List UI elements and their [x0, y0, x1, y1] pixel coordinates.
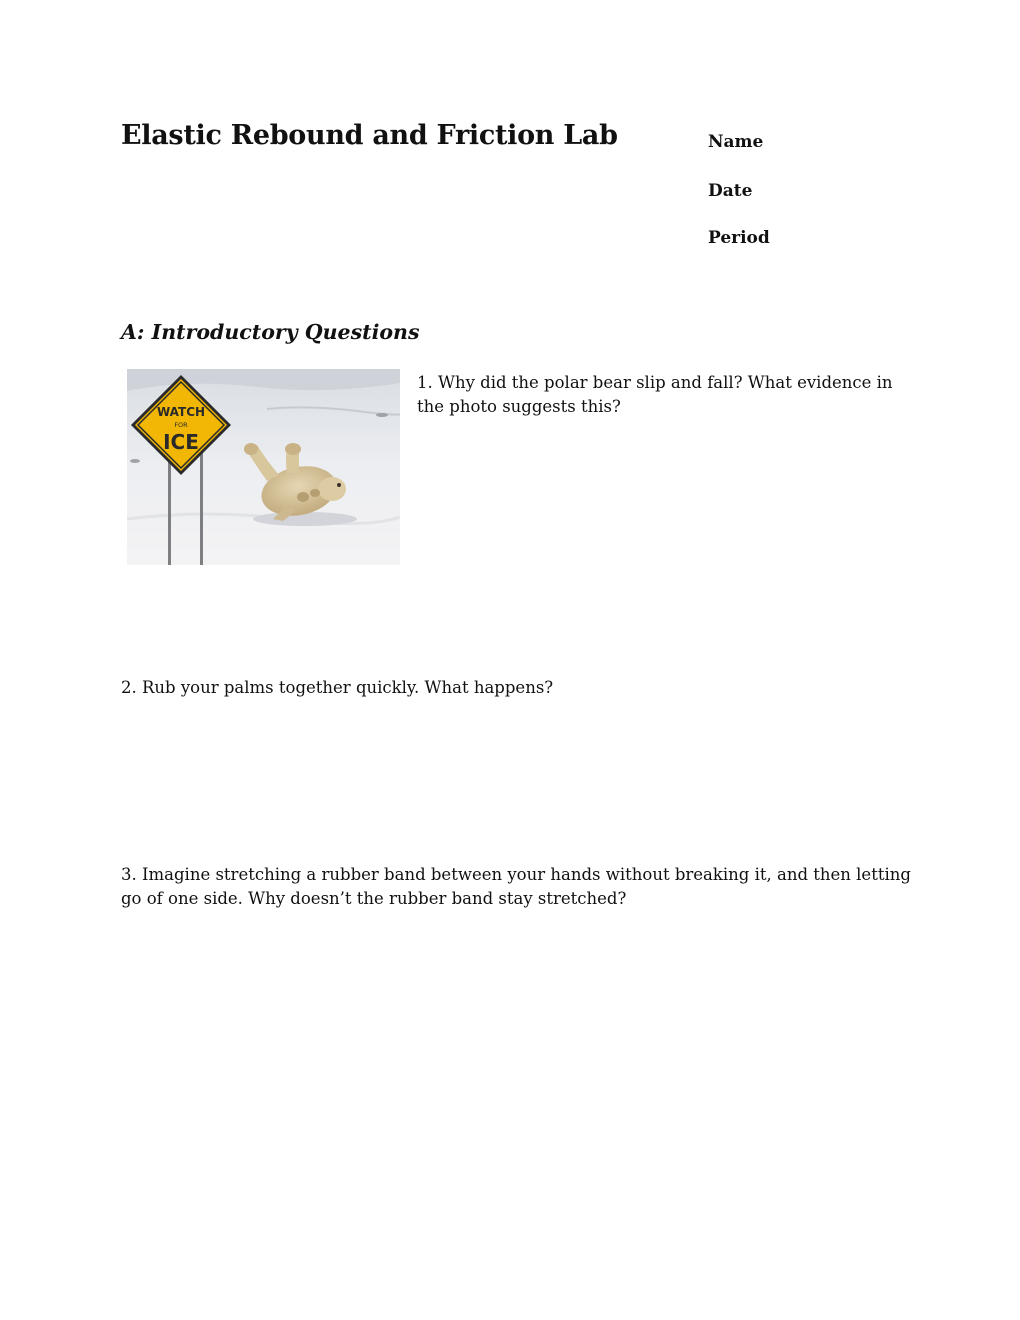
question-3: 3. Imagine stretching a rubber band between your hands without breaking it, and then letting go of one side. Why doesn’t the rubber band stay stretched?: [121, 865, 911, 908]
sign-text-watch: WATCH: [156, 405, 206, 419]
question-1: 1. Why did the polar bear slip and fall? What evidence in the photo suggests this?: [417, 373, 893, 416]
date-label: Date: [708, 181, 753, 201]
period-label: Period: [708, 228, 770, 248]
sign-text-for: FOR: [174, 421, 188, 429]
section-heading: A: Introductory Questions: [121, 320, 420, 344]
question-2: 2. Rub your palms together quickly. What happens?: [121, 678, 554, 697]
polar-bear-photo: [127, 369, 400, 565]
name-label: Name: [708, 132, 764, 152]
page-title: Elastic Rebound and Friction Lab: [121, 120, 618, 151]
sign-text-ice: ICE: [163, 430, 199, 454]
